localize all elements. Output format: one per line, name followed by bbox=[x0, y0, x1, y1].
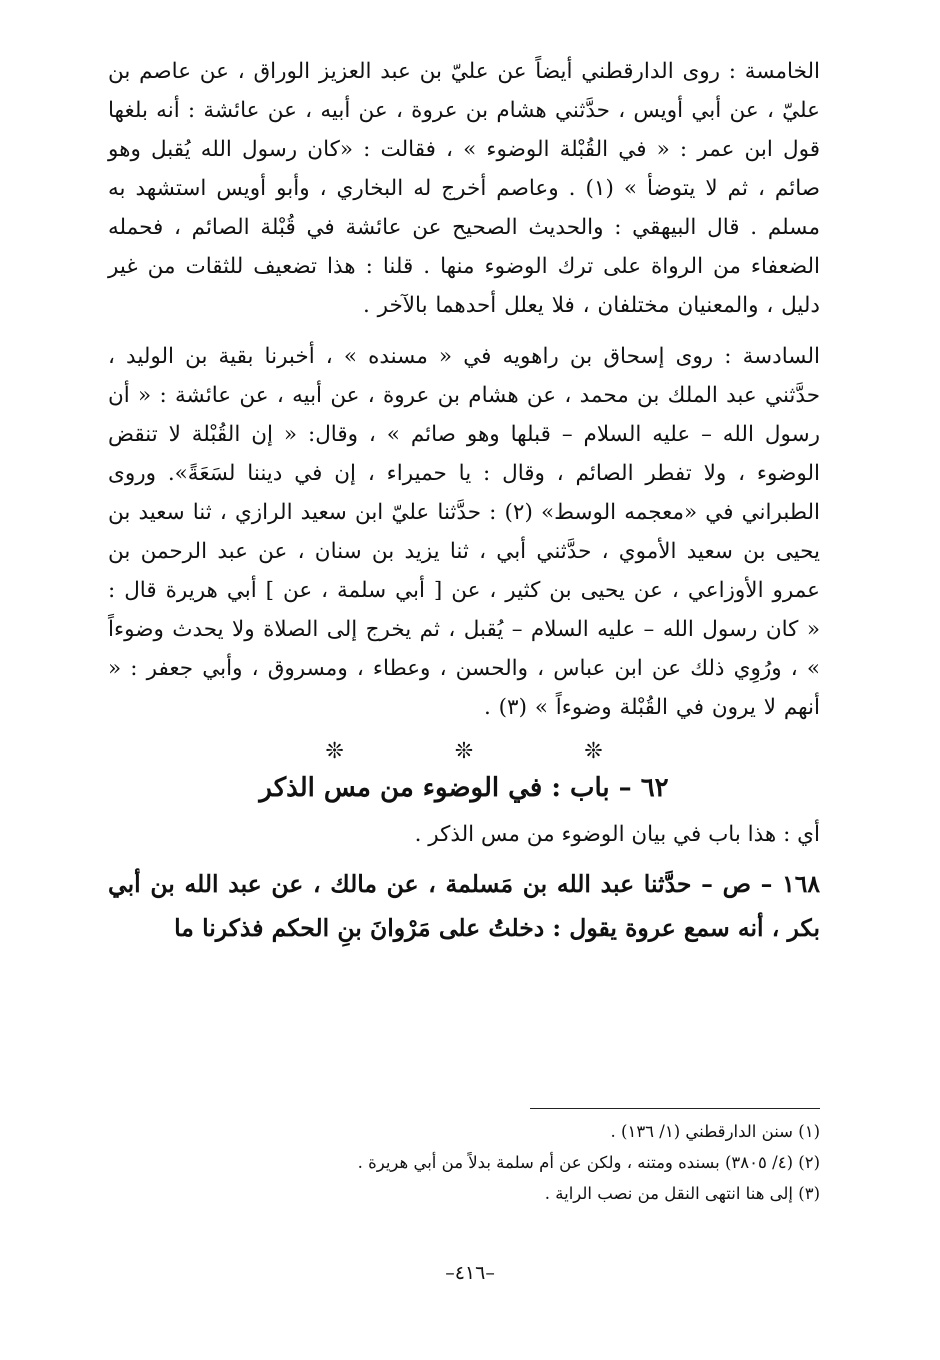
footnote-3: (٣) إلى هنا انتهى النقل من نصب الراية . bbox=[544, 1184, 820, 1203]
footnote-divider bbox=[530, 1108, 820, 1109]
chapter-intro: أي : هذا باب في بيان الوضوء من مس الذكر . bbox=[414, 822, 820, 847]
page-number: –٤١٦– bbox=[445, 1262, 495, 1284]
footnotes bbox=[108, 1116, 820, 1209]
hadith-text: ١٦٨ – ص – حدَّثنا عبد الله بن مَسلمة ، عن مالك ، عن عبد الله بن أبي بكر ، أنه سمع عروة يقول : دخلتُ على مَرْوانَ بنِ الحكم فذكرنا ما bbox=[108, 870, 820, 942]
chapter-title: ٦٢ – باب : في الوضوء من مس الذكر bbox=[259, 773, 669, 803]
paragraph-sixth: السادسة : روى إسحاق بن راهويه في « مسنده » ، أخبرنا بقية بن الوليد ، حدَّثني عبد الملك بن محمد ، عن هشام بن عروة ، عن أبيه ، عن عائشة : « أن رسول الله – عليه السلام – قبلها وهو صائم » ، وقال: « إن القُبْلة لا تنقض الوضوء ، ولا تفطر الصائم ، وقال : يا حميراء ، إن في ديننا لسَعَةً». وروى الطبراني في «معجمه الوسط» (٢) : حدَّثنا عليّ ابن سعيد الرازي ، ثنا سعيد بن يحيى بن سعيد الأموي ، حدَّثني أبي ، ثنا يزيد بن سنان ، عن عبد الرحمن بن عمرو الأوزاعي ، عن يحيى بن كثير ، عن [ أبي سلمة ، عن ] أبي هريرة قال : « كان رسول الله – عليه السلام – يُقبل ، ثم يخرج إلى الصلاة ولا يحدث وضوءاً » ، ورُوِي ذلك عن ابن عباس ، والحسن ، وعطاء ، ومسروق ، وأبي جعفر : « أنهم لا يرون في القُبْلة وضوءاً » (٣) . bbox=[108, 344, 820, 720]
footnote-2: (٢) (٤/ ٣٨٠٥) بسنده ومتنه ، ولكن عن أم سلمة بدلاً من أبي هريرة . bbox=[357, 1153, 820, 1172]
page-body bbox=[108, 52, 820, 950]
paragraph-fifth: الخامسة : روى الدارقطني أيضاً عن عليّ بن عبد العزيز الوراق ، عن عاصم بن عليّ ، عن أبي أويس ، حدَّثني هشام بن عروة ، عن أبيه ، عن عائشة : أنه بلغها قول ابن عمر : « في القُبْلة الوضوء » ، فقالت : «كان رسول الله يُقبل وهو صائم ، ثم لا يتوضأ » (١) . وعاصم أخرج له البخاري ، وأبو أويس استشهد به مسلم . قال البيهقي : والحديث الصحيح عن عائشة في قُبْلة الصائم ، فحمله الضعفاء من الرواة على ترك الوضوء منها . قلنا : هذا تضعيف للثقات من غير دليل ، والمعنيان مختلفان ، فلا يعلل أحدهما بالآخر . bbox=[108, 59, 821, 318]
section-separator: ❊ ❊ ❊ bbox=[325, 739, 655, 764]
footnote-1: (١) سنن الدارقطني (١/ ١٣٦) . bbox=[610, 1122, 820, 1141]
